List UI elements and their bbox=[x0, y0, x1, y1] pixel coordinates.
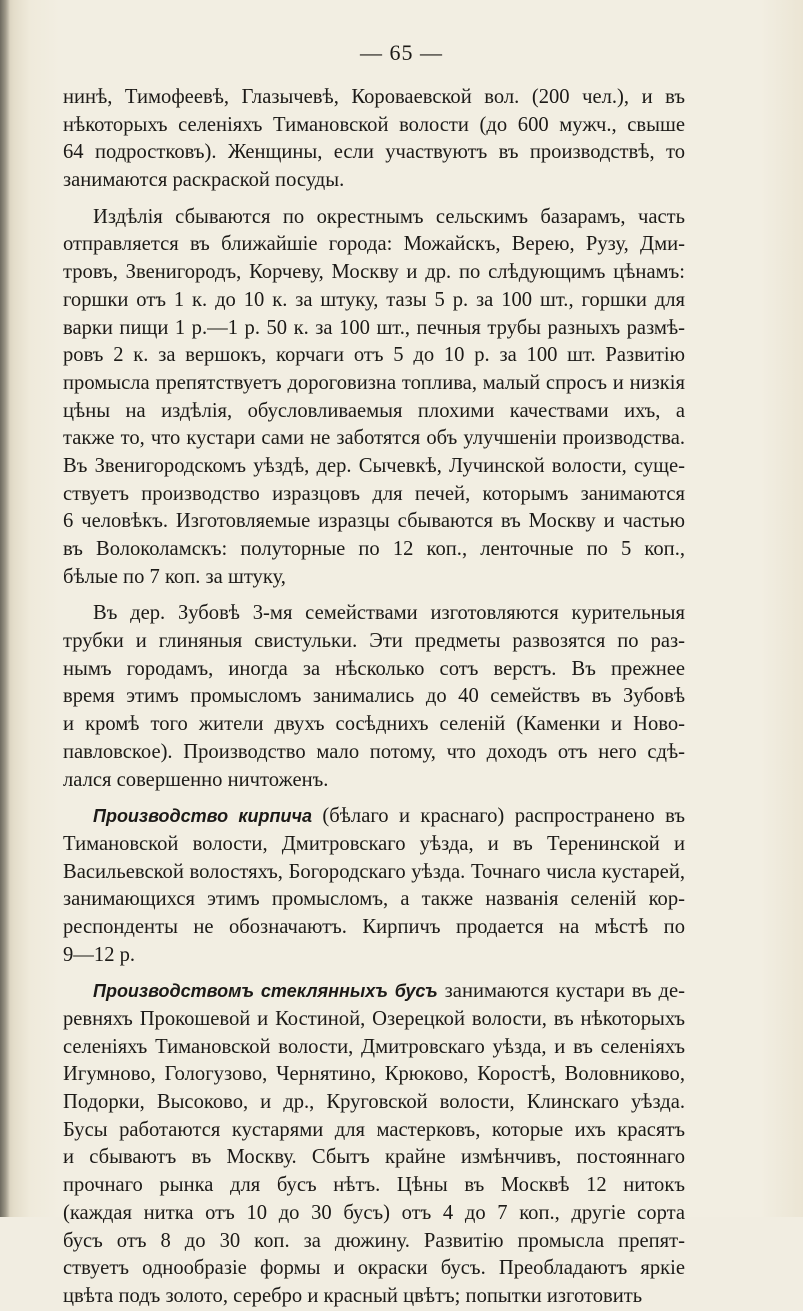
line-text: селеніяхъ Тимановской волости, Дмитровскаго уѣзда, и въ селеніяхъ bbox=[63, 1035, 685, 1058]
text-line bbox=[63, 398, 685, 426]
line-text: Бусы работаются кустарями для мастерковъ, которые ихъ красятъ bbox=[63, 1118, 685, 1141]
line-text: ствуетъ однообразіе формы и окраски бусъ. Преобладаютъ яркіе bbox=[63, 1257, 685, 1280]
paragraph-gap bbox=[63, 969, 685, 978]
text-line bbox=[63, 803, 685, 831]
text-line bbox=[63, 683, 685, 711]
text-line bbox=[63, 231, 685, 259]
text-line bbox=[63, 1034, 685, 1062]
line-text: Подорки, Высоково, и др., Круговской волости, Клинскаго уѣзда. bbox=[63, 1091, 685, 1114]
text-line bbox=[63, 1061, 685, 1089]
text-line bbox=[63, 425, 685, 453]
text-line bbox=[63, 139, 685, 167]
line-text: отправляется въ ближайшіе города: Можайскъ, Верею, Рузу, Дми- bbox=[63, 233, 685, 256]
line-text: нѣкоторыхъ селеніяхъ Тимановской волости (до 600 мужч., свыше bbox=[63, 113, 685, 136]
page-number: — 65 — bbox=[360, 40, 443, 65]
text-line bbox=[63, 1172, 685, 1200]
line-text: павловское). Производство мало потому, что доходъ отъ него сдѣ- bbox=[63, 740, 685, 763]
line-text: (каждая нитка отъ 10 до 30 бусъ) отъ 4 до 7 коп., другіе сорта bbox=[63, 1201, 685, 1224]
line-text: и кромѣ того жители двухъ сосѣднихъ селеній (Каменки и Ново- bbox=[63, 713, 685, 736]
line-text: также то, что кустари сами не заботятся объ улучшеніи производства. bbox=[63, 427, 685, 450]
text-line bbox=[63, 886, 685, 914]
text-line bbox=[63, 453, 685, 481]
text-line bbox=[63, 1283, 685, 1311]
line-text: цвѣта подъ золото, серебро и красный цвѣтъ; попытки изготовить bbox=[63, 1284, 643, 1307]
line-text: бѣлые по 7 коп. за штуку, bbox=[63, 565, 286, 588]
text-line bbox=[63, 711, 685, 739]
text-line bbox=[63, 914, 685, 942]
text-line bbox=[63, 315, 685, 343]
paragraph bbox=[63, 978, 685, 1310]
line-text: занимаются кустари въ де- bbox=[437, 980, 685, 1003]
line-text: респонденты не обозначаютъ. Кирпичъ продается на мѣстѣ по bbox=[63, 915, 685, 938]
line-text: лался совершенно ничтоженъ. bbox=[63, 768, 329, 791]
text-line bbox=[63, 1228, 685, 1256]
line-text: нинѣ, Тимофеевѣ, Глазычевѣ, Короваевской вол. (200 чел.), и въ bbox=[63, 86, 685, 108]
line-text: трубки и глиняныя свистульки. Эти предметы развозятся по раз- bbox=[63, 630, 685, 653]
line-text: (бѣлаго и краснаго) распространено въ bbox=[311, 805, 685, 828]
text-line bbox=[63, 978, 685, 1006]
line-text: занимающихся этимъ промысломъ, а также названія селеній кор- bbox=[63, 888, 685, 911]
text-line bbox=[63, 1089, 685, 1117]
text-line bbox=[63, 84, 685, 112]
line-text: Издѣлія сбываются по окрестнымъ сельскимъ базарамъ, часть bbox=[93, 205, 685, 228]
line-text: бусъ отъ 8 до 30 коп. за дюжину. Развитію промысла препят- bbox=[63, 1229, 685, 1252]
line-text: промысла препятствуетъ дороговизна топлива, малый спросъ и низкія bbox=[63, 371, 685, 394]
line-text: ревняхъ Прокошевой и Костиной, Озерецкой волости, въ нѣкоторыхъ bbox=[63, 1008, 685, 1030]
text-line bbox=[63, 481, 685, 509]
line-text: Въ Звенигородскомъ уѣздѣ, дер. Сычевкѣ, Лучинской волости, суще- bbox=[63, 454, 685, 477]
line-text: тровъ, Звенигородъ, Корчеву, Москву и др. по слѣдующимъ цѣнамъ: bbox=[63, 261, 685, 284]
text-line bbox=[63, 1117, 685, 1145]
section-heading: Производствомъ стеклянныхъ бусъ bbox=[93, 981, 438, 1002]
line-text: время этимъ промысломъ занимались до 40 семействъ въ Зубовѣ bbox=[63, 685, 685, 708]
text-line bbox=[63, 859, 685, 887]
text-line bbox=[63, 259, 685, 287]
text-line bbox=[63, 204, 685, 232]
text-line bbox=[63, 1255, 685, 1283]
paragraph bbox=[63, 600, 685, 794]
paragraph bbox=[63, 204, 685, 592]
text-line bbox=[63, 600, 685, 628]
text-line bbox=[63, 287, 685, 315]
line-text: ствуетъ производство изразцовъ для печей, которымъ занимаются bbox=[63, 482, 685, 505]
text-line bbox=[63, 564, 685, 592]
line-text: ровъ 2 к. за вершокъ, корчаги отъ 5 до 10 р. за 100 шт. Развитію bbox=[63, 344, 685, 367]
text-line bbox=[63, 656, 685, 684]
paragraph bbox=[63, 84, 685, 195]
text-line bbox=[63, 767, 685, 795]
paragraph-gap bbox=[63, 591, 685, 600]
line-text: 9—12 р. bbox=[63, 943, 136, 966]
text-line bbox=[63, 342, 685, 370]
line-text: и сбываютъ въ Москву. Сбытъ крайне измѣнчивъ, постояннаго bbox=[63, 1146, 685, 1169]
line-text: 6 человѣкъ. Изготовляемые изразцы сбываются въ Москву и частью bbox=[63, 510, 685, 533]
text-line bbox=[63, 831, 685, 859]
paragraph-gap bbox=[63, 195, 685, 204]
text-line bbox=[63, 536, 685, 564]
line-text: 64 подростковъ). Женщины, если участвуютъ въ производствѣ, то bbox=[63, 141, 685, 164]
text-line bbox=[63, 628, 685, 656]
text-line bbox=[63, 112, 685, 140]
line-text: Въ дер. Зубовѣ 3-мя семействами изготовляются курительныя bbox=[93, 602, 685, 625]
line-text: прочнаго рынка для бусъ нѣтъ. Цѣны въ Москвѣ 12 нитокъ bbox=[63, 1174, 685, 1197]
paragraph bbox=[63, 803, 685, 969]
text-line bbox=[63, 1144, 685, 1172]
line-text: Игумново, Гологузово, Чернятино, Крюково, Коростѣ, Воловниково, bbox=[63, 1063, 685, 1086]
book-spine-shadow bbox=[0, 0, 10, 1217]
text-line bbox=[63, 1200, 685, 1228]
page-body-text bbox=[63, 84, 685, 1311]
text-line bbox=[63, 167, 685, 195]
line-text: нымъ городамъ, иногда за нѣсколько сотъ верстъ. Въ прежнее bbox=[63, 657, 685, 680]
line-text: занимаются раскраской посуды. bbox=[63, 169, 345, 192]
paragraph-gap bbox=[63, 794, 685, 803]
text-line bbox=[63, 508, 685, 536]
line-text: Васильевской волостяхъ, Богородскаго уѣзда. Точнаго числа кустарей, bbox=[63, 860, 685, 883]
text-line bbox=[63, 739, 685, 767]
line-text: цѣны на издѣлія, обусловливаемыя плохими качествами ихъ, а bbox=[63, 399, 685, 422]
section-heading: Производство кирпича bbox=[93, 806, 312, 827]
line-text: варки пищи 1 р.—1 р. 50 к. за 100 шт., печныя трубы разныхъ размѣ- bbox=[63, 316, 685, 339]
line-text: въ Волоколамскъ: полуторные по 12 коп., ленточные по 5 коп., bbox=[63, 538, 685, 560]
line-text: горшки отъ 1 к. до 10 к. за штуку, тазы 5 р. за 100 шт., горшки для bbox=[63, 288, 685, 311]
text-line bbox=[63, 370, 685, 398]
text-line bbox=[63, 1006, 685, 1034]
text-line bbox=[63, 942, 685, 970]
line-text: Тимановской волости, Дмитровскаго уѣзда, и въ Теренинской и bbox=[63, 832, 685, 855]
